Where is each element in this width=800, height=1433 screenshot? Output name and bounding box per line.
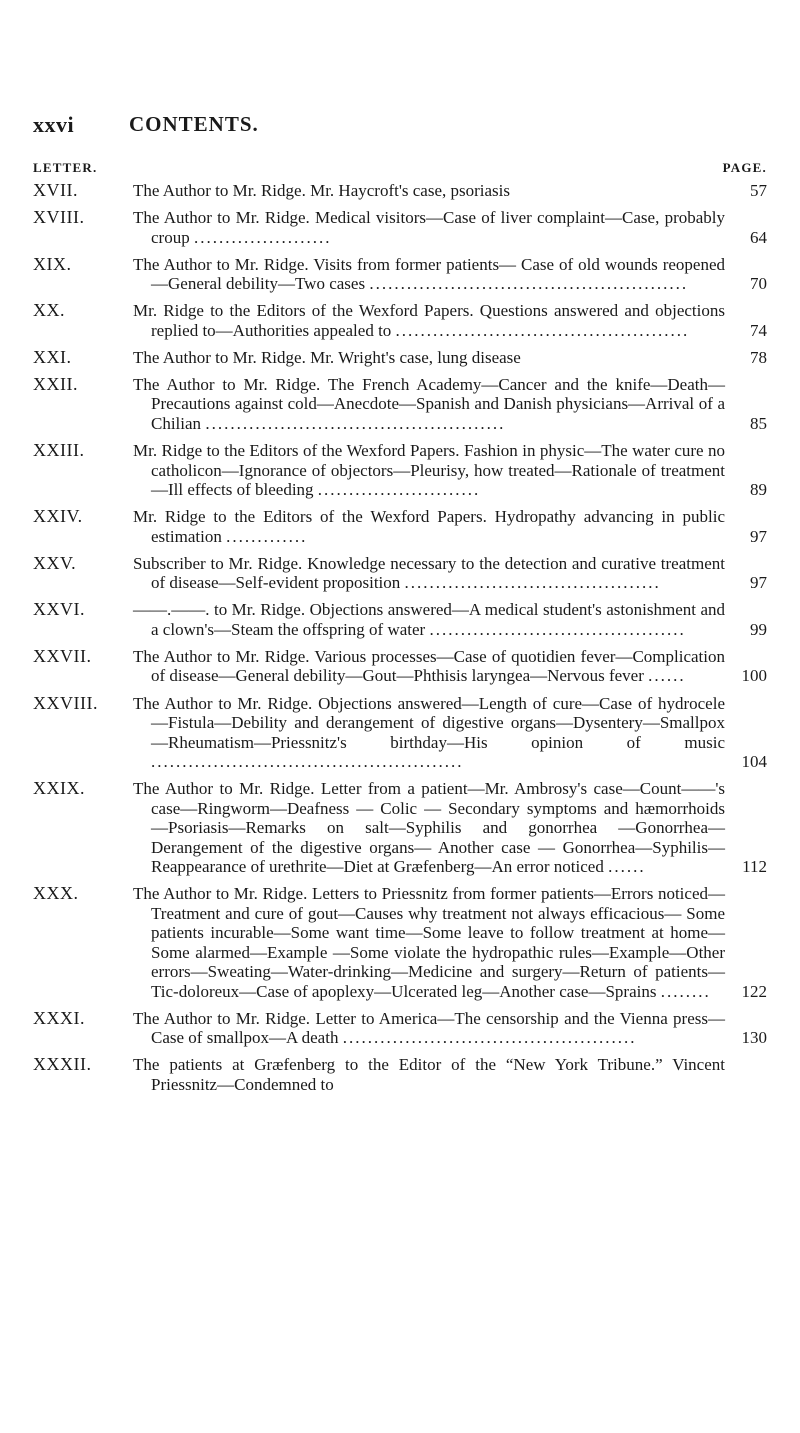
entry-text: The patients at Græfenberg to the Editor of the “New York Tribune.” Vincent Priessnitz—Condemned to — [133, 1055, 725, 1094]
contents-entry — [33, 1009, 767, 1048]
letter-number: XVII. — [33, 180, 78, 200]
contents-entry — [33, 255, 767, 294]
contents-entry — [33, 507, 767, 546]
page-number: 97 — [750, 526, 767, 546]
page-number: 70 — [750, 274, 767, 294]
letter-number: XXVII. — [33, 645, 92, 666]
contents-list — [33, 181, 767, 1102]
leader-dots: ............................................... — [395, 320, 690, 340]
leader-dots: .......................... — [317, 480, 481, 500]
page-number: 97 — [750, 573, 767, 593]
letter-number: XXX. — [33, 883, 79, 904]
contents-entry — [33, 600, 767, 639]
contents-entry — [33, 441, 767, 500]
entry-text: The Author to Mr. Ridge. Various processes—Case of quotidien fever—Complication of disease—General debility—Gout—Phthisis laryngea—Nervous fever — [133, 646, 725, 686]
entry-text: Mr. Ridge to the Editors of the Wexford Papers. Fashion in physic—The water cure no catholicon—Ignorance of objectors—Pleurisy, how treated—Rationale of treatment—Ill effects of bleeding — [133, 441, 725, 500]
contents-entry — [33, 181, 767, 201]
page-number: 122 — [741, 981, 767, 1001]
entry-text: ——.——. to Mr. Ridge. Objections answered—A medical student's astonishment and a clown's—Steam the offspring of water — [133, 600, 725, 639]
page-number: 100 — [741, 666, 767, 686]
page-number: 99 — [750, 619, 767, 639]
leader-dots: ............. — [226, 526, 308, 546]
entry-text: Mr. Ridge to the Editors of the Wexford Papers. Hydropathy advancing in public estimation — [133, 507, 725, 546]
page-number: 89 — [750, 480, 767, 500]
leader-dots: ...... — [608, 857, 646, 877]
letter-number: XX. — [33, 300, 65, 321]
letter-column-heading: LETTER. — [33, 160, 98, 175]
letter-number: XXVI. — [33, 599, 85, 620]
entry-text: The Author to Mr. Ridge. Letter to America—The censorship and the Vienna press—Case of smallpox—A death — [133, 1008, 725, 1048]
letter-number: XXII. — [33, 373, 78, 394]
leader-dots: ......................................... — [429, 619, 686, 639]
contents-entry — [33, 1055, 767, 1094]
letter-number: XXIV. — [33, 506, 83, 527]
entry-text: The Author to Mr. Ridge. The French Academy—Cancer and the knife—Death—Precautions against cold—Anecdote—Spanish and Danish physicians—Arrival of a Chilian — [133, 374, 725, 433]
entry-text: The Author to Mr. Ridge. Letter from a patient—Mr. Ambrosy's case—Count——'s case—Ringworm—Deafness — Colic — Secondary symptoms and hæmorrhoids —Psoriasis—Remarks on salt—Syphilis and gonorrhea —Gonorrhea—Derangement of the digestive organs— Another case — Gonorrhea—Syphilis—Reappearance of urethrite—Diet at Græfenberg—An error noticed — [133, 779, 725, 877]
page-number: 104 — [741, 752, 767, 772]
contents-entry — [33, 348, 767, 368]
contents-entry — [33, 375, 767, 434]
leader-dots: ...................... — [193, 227, 332, 247]
letter-number: XXIII. — [33, 440, 85, 461]
page-header — [33, 112, 773, 138]
entry-text: The Author to Mr. Ridge. Letters to Priessnitz from former patients—Errors noticed—Treatment and cure of gout—Causes why treatment not always efficacious— Some patients incurable—Some want time—Some leave to follow treatment at home—Some alarmed—Example —Some violate the hydropathic rules—Example—Other errors—Sweating—Water-drinking—Medicine and surgery—Return of patients—Tic-doloreux—Case of apoplexy—Ulcerated leg—Another case—Sprains — [133, 884, 725, 1001]
entry-text: The Author to Mr. Ridge. Mr. Wright's case, lung disease — [133, 347, 521, 367]
entry-text: Subscriber to Mr. Ridge. Knowledge necessary to the detection and curative treatment of disease—Self-evident proposition — [133, 553, 725, 593]
leader-dots: ................................................ — [205, 413, 506, 433]
leader-dots: ........ — [660, 981, 711, 1001]
leader-dots: ............................................... — [342, 1028, 637, 1048]
entry-text: The Author to Mr. Ridge. Objections answered—Length of cure—Case of hydrocele—Fistula—Debility and derangement of digestive organs—Dysentery—Smallpox —Rheumatism—Priessnitz's birthday—His opinion of music — [133, 693, 725, 752]
page-number: 85 — [750, 413, 767, 433]
page-number: 112 — [742, 857, 767, 877]
page-number: 78 — [750, 347, 767, 367]
letter-number: XXXII. — [33, 1054, 92, 1075]
entry-text: The Author to Mr. Ridge. Visits from former patients— Case of old wounds reopened—General debility—Two cases — [133, 254, 725, 294]
leader-dots: .................................................. — [151, 752, 464, 772]
contents-entry — [33, 301, 767, 340]
page-number: 57 — [750, 181, 767, 200]
letter-number: XXXI. — [33, 1007, 85, 1028]
page-folio: xxvi — [33, 112, 75, 137]
column-headings — [33, 160, 767, 178]
page-number: 64 — [750, 227, 767, 247]
leader-dots: ......................................... — [404, 573, 661, 593]
entry-text: The Author to Mr. Ridge. Medical visitors—Case of liver complaint—Case, probably croup — [133, 208, 725, 247]
letter-number: XXV. — [33, 552, 77, 573]
letter-number: XXVIII. — [33, 692, 98, 713]
letter-number: XVIII. — [33, 207, 85, 228]
letter-number: XXIX. — [33, 778, 85, 799]
contents-entry — [33, 779, 767, 877]
contents-entry — [33, 208, 767, 247]
letter-number: XXI. — [33, 346, 72, 367]
running-title: CONTENTS. — [129, 112, 259, 136]
page-column-heading: PAGE. — [722, 160, 767, 175]
contents-entry — [33, 694, 767, 772]
contents-entry — [33, 884, 767, 1001]
leader-dots: ...... — [648, 666, 686, 686]
letter-number: XIX. — [33, 253, 72, 274]
page-number: 74 — [750, 320, 767, 340]
contents-entry — [33, 647, 767, 686]
contents-entry — [33, 554, 767, 593]
entry-text: The Author to Mr. Ridge. Mr. Haycroft's case, psoriasis — [133, 181, 511, 200]
leader-dots: ................................................... — [369, 274, 689, 294]
entry-text: Mr. Ridge to the Editors of the Wexford Papers. Questions answered and objections replied to—Authorities appealed to — [133, 301, 725, 340]
page-number: 130 — [741, 1028, 767, 1048]
